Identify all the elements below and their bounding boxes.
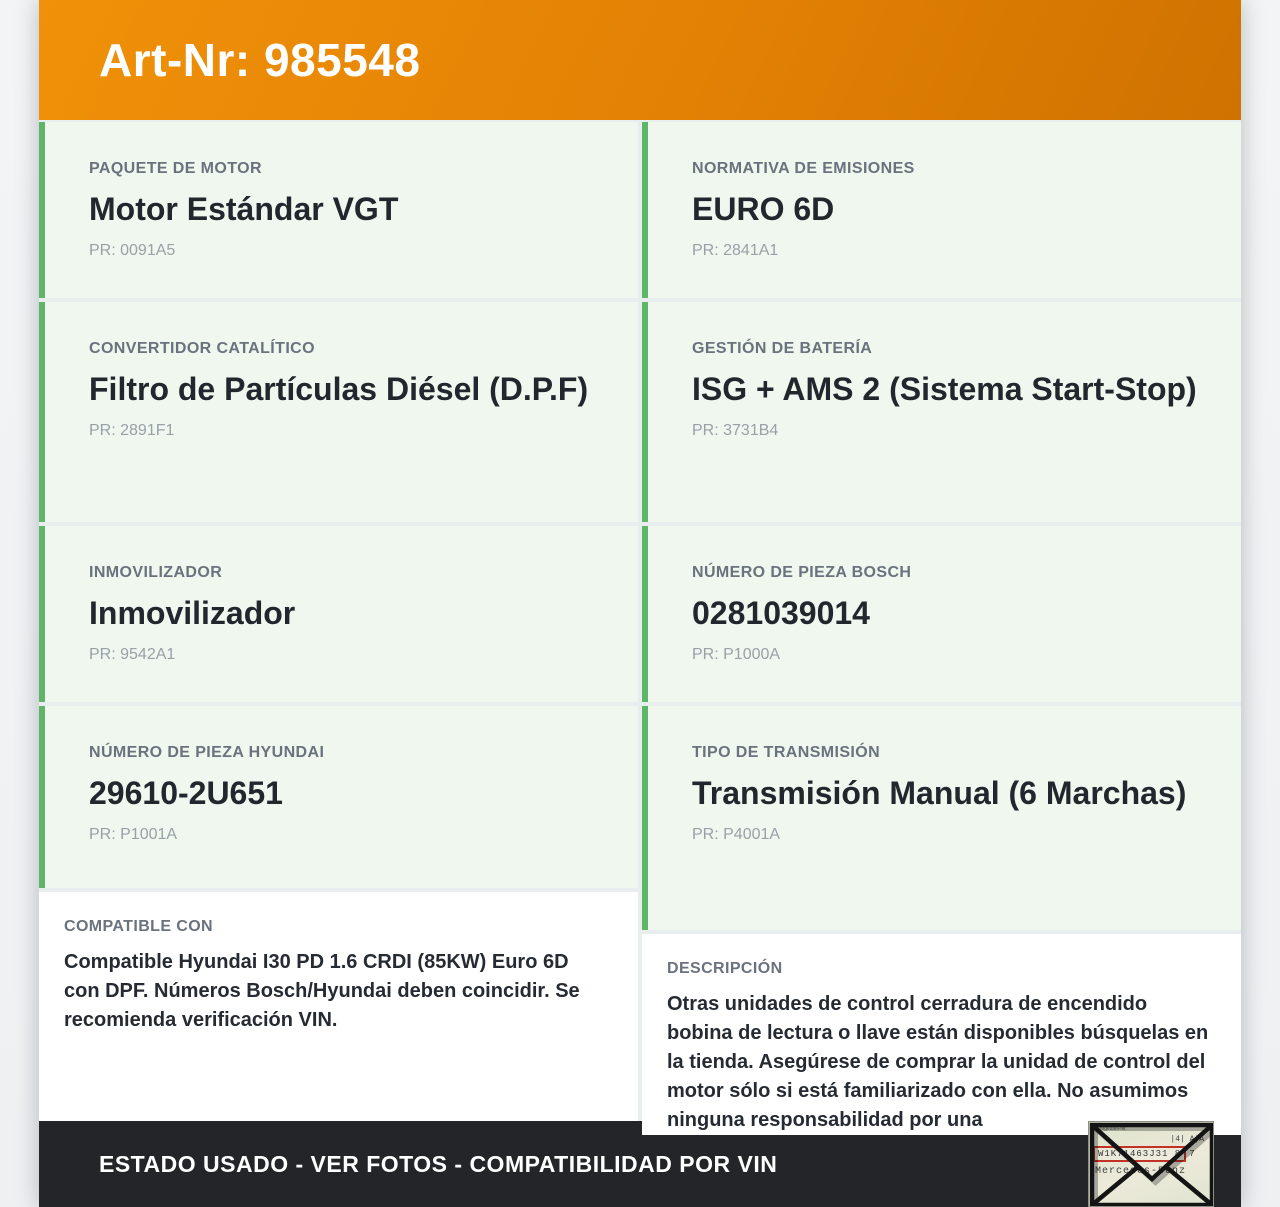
spec-pr-code: PR: 0091A5 (89, 242, 176, 259)
spec-label: CONVERTIDOR CATALÍTICO (89, 340, 315, 357)
spec-label: TIPO DE TRANSMISIÓN (692, 744, 881, 761)
spec-pr-code: PR: 9542A1 (89, 646, 176, 663)
spec-label: NÚMERO DE PIEZA HYUNDAI (89, 744, 325, 761)
envelope-outline-icon (1089, 1122, 1214, 1207)
doc-label: Fahrgestell-Nr. (1094, 1126, 1127, 1132)
spec-label: GESTIÓN DE BATERÍA (692, 340, 873, 357)
vin-suffix: 7 (1189, 1149, 1195, 1159)
product-sheet (39, 0, 1241, 1207)
spec-value: 0281039014 (692, 595, 870, 631)
spec-label: NÚMERO DE PIEZA BOSCH (692, 564, 912, 581)
spec-pr-code: PR: 2841A1 (692, 242, 779, 259)
brand-text: Mercedes-Benz (1095, 1166, 1187, 1177)
spec-value: EURO 6D (692, 191, 835, 227)
doc-stamp-text: |4| A|A (1170, 1135, 1204, 1144)
spec-value: 29610-2U651 (89, 775, 283, 811)
spec-card-catalytic-converter (39, 302, 638, 522)
vin-document-photo (1088, 1121, 1214, 1207)
spec-value: Filtro de Partículas Diésel (D.P.F) (89, 371, 589, 407)
spec-value: Motor Estándar VGT (89, 191, 399, 227)
compatibility-note (39, 892, 638, 1121)
spec-label: NORMATIVA DE EMISIONES (692, 160, 915, 177)
spec-card-hyundai-part-number (39, 706, 638, 888)
note-text: Compatible Hyundai I30 PD 1.6 CRDI (85KW) Euro 6D con DPF. Números Bosch/Hyundai deben coincidir. Se recomienda verificación VIN. (64, 951, 580, 1031)
spec-pr-code: PR: P1000A (692, 646, 781, 663)
spec-card-bosch-part-number (642, 526, 1241, 702)
left-column (39, 122, 638, 1121)
spec-pr-code: PR: P4001A (692, 826, 781, 843)
spec-value: Inmovilizador (89, 595, 296, 631)
spec-pr-code: PR: P1001A (89, 826, 178, 843)
description-note (642, 934, 1241, 1135)
spec-card-immobilizer (39, 526, 638, 702)
article-number-title: Art-Nr: 985548 (99, 34, 421, 86)
note-label: COMPATIBLE CON (64, 918, 213, 935)
spec-value: ISG + AMS 2 (Sistema Start-Stop) (692, 371, 1197, 407)
spec-label: PAQUETE DE MOTOR (89, 160, 262, 177)
spec-value: Transmisión Manual (6 Marchas) (692, 775, 1187, 811)
spec-card-engine-package (39, 122, 638, 298)
spec-card-transmission-type (642, 706, 1241, 930)
vin-highlight-box: W1K71463J31 8 (1093, 1146, 1186, 1162)
status-banner-text: ESTADO USADO - VER FOTOS - COMPATIBILIDAD POR VIN (99, 1150, 778, 1177)
spec-pr-code: PR: 2891F1 (89, 422, 175, 439)
note-label: DESCRIPCIÓN (667, 960, 783, 977)
note-text: Otras unidades de control cerradura de encendido bobina de lectura o llave están disponibles búsquelas en la tienda. Asegúrese de comprar la unidad de control del motor sólo si está familiarizado con ella. No asumimos ninguna responsabilidad por una (667, 993, 1209, 1131)
spec-card-battery-management (642, 302, 1241, 522)
spec-label: INMOVILIZADOR (89, 564, 223, 581)
spec-card-emission-standard (642, 122, 1241, 298)
spec-pr-code: PR: 3731B4 (692, 422, 779, 439)
header-bar (39, 0, 1241, 120)
